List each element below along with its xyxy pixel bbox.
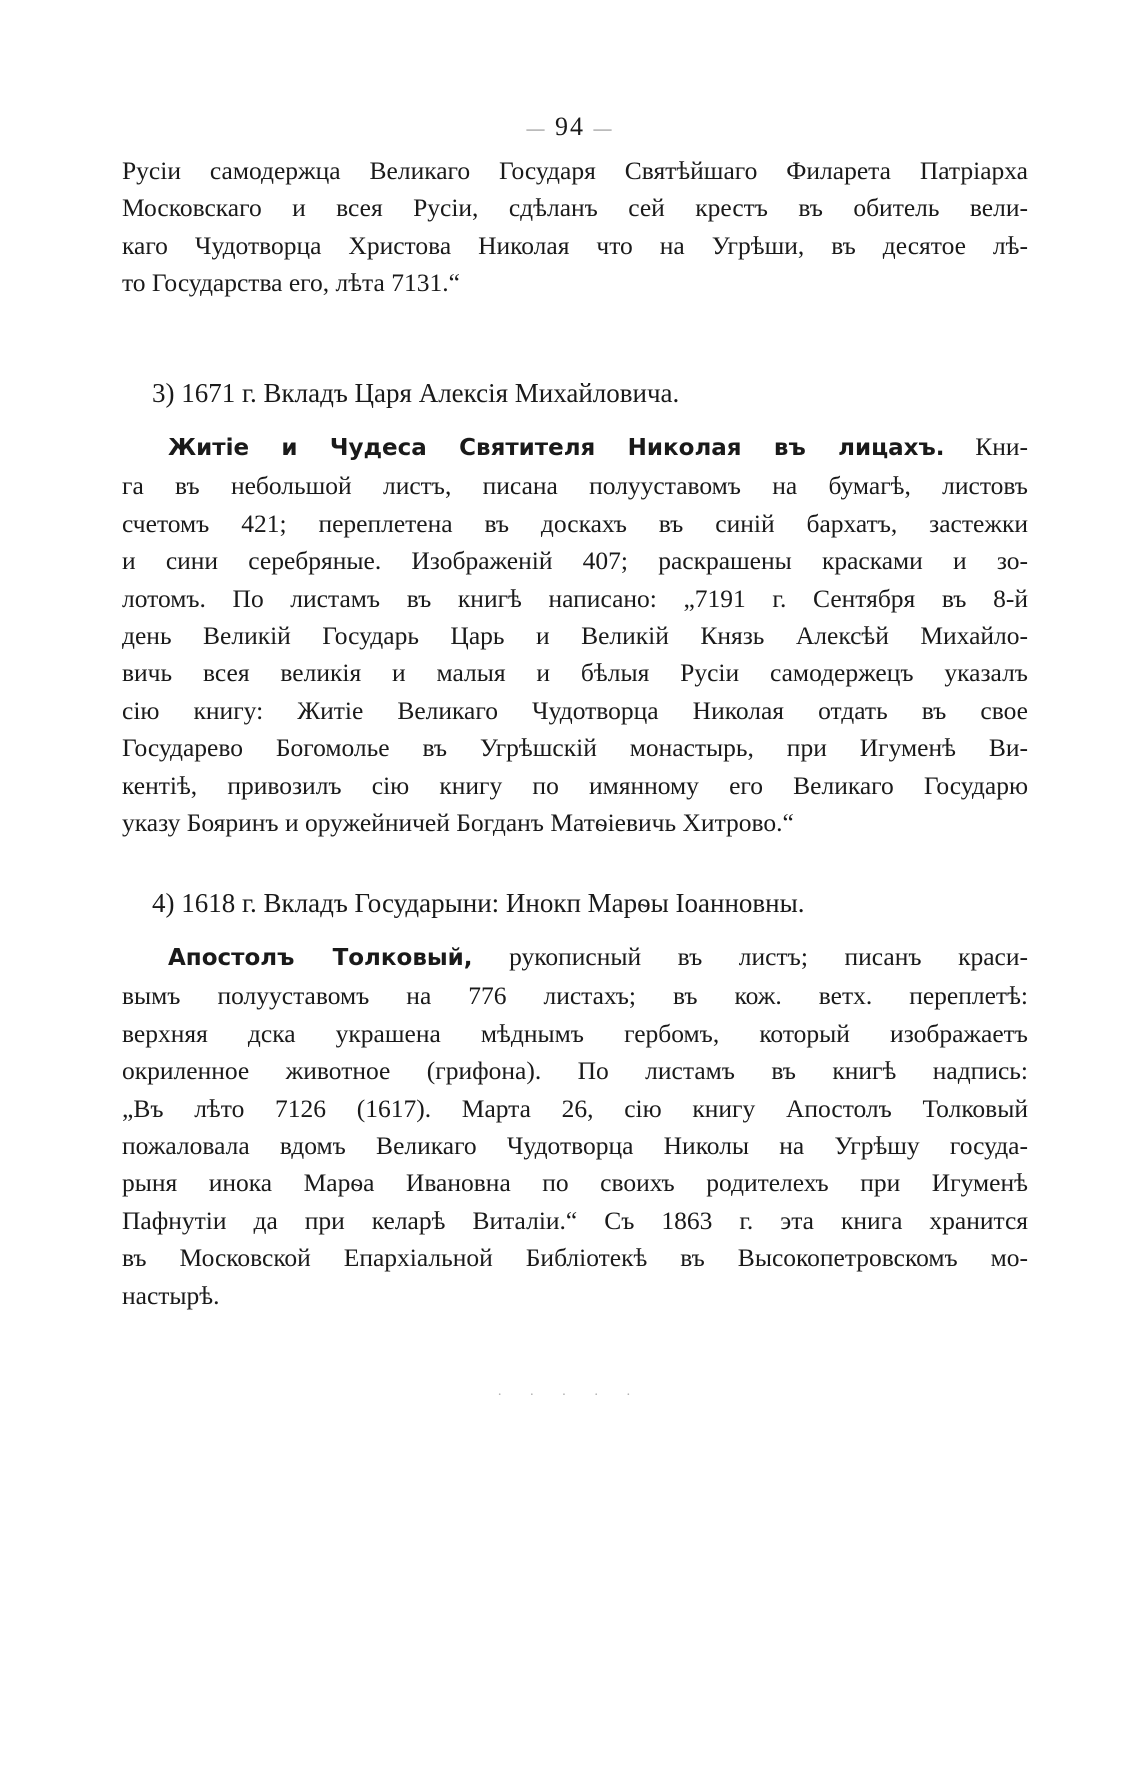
section-3-title: Житіе и Чудеса Святителя Николая въ лицахъ.	[168, 435, 945, 461]
section-3-heading: 3) 1671 г. Вкладъ Царя Алексія Михайловича.	[152, 378, 680, 408]
section-4-first-line	[122, 938, 1028, 977]
intro-line: то Государства его, лѣта 7131.“	[122, 268, 460, 298]
intro-line: Московскаго и всея Русіи, сдѣланъ сей крестъ въ обитель вели-	[122, 193, 1028, 223]
section-4-paragraph	[122, 938, 1028, 1314]
end-ornament: · · · · ·	[497, 1388, 643, 1403]
section-3-line: лотомъ. По листамъ въ книгѣ написано: „7191 г. Сентября въ 8-й	[122, 583, 1028, 613]
section-4-line: вымъ полууставомъ на 776 листахъ; въ кож. ветх. переплетѣ:	[122, 981, 1028, 1011]
section-4-line: рыня инока Марѳа Ивановна по своихъ родителехъ при Игуменѣ	[122, 1168, 1028, 1198]
intro-line: каго Чудотворца Христова Николая что на Угрѣши, въ десятое лѣ-	[122, 230, 1028, 260]
section-3-first-line-rest: Кни-	[975, 432, 1028, 461]
section-3-line: счетомъ 421; переплетена въ доскахъ въ синій бархатъ, застежки	[122, 508, 1028, 538]
page-number-value: 94	[555, 112, 585, 141]
section-4-line: окриленное животное (грифона). По листамъ въ книгѣ надпись:	[122, 1056, 1028, 1086]
page-number	[0, 112, 1140, 142]
section-4-line: „Въ лѣто 7126 (1617). Марта 26, сію книгу Апостолъ Толковый	[122, 1093, 1028, 1123]
section-3-line: Государево Богомолье въ Угрѣшскій монастырь, при Игуменѣ Ви-	[122, 733, 1028, 763]
section-4-line: въ Московской Епархіальной Библіотекѣ въ Высокопетровскомъ мо-	[122, 1243, 1028, 1273]
section-3-line: и сини серебряные. Изображеній 407; раскрашены красками и зо-	[122, 546, 1028, 576]
section-4-line: Пафнутіи да при келарѣ Виталіи.“ Съ 1863 г. эта книга хранится	[122, 1205, 1028, 1235]
section-4-first-line-rest: рукописный въ листъ; писанъ краси-	[509, 942, 1028, 971]
section-4-line: пожаловала вдомъ Великаго Чудотворца Николы на Угрѣшу госуда-	[122, 1131, 1028, 1161]
intro-line: Русіи самодержца Великаго Государя Святѣйшаго Филарета Патріарха	[122, 156, 1028, 185]
section-4-line: верхняя дска украшена мѣднымъ гербомъ, который изображаетъ	[122, 1018, 1028, 1048]
section-4-heading: 4) 1618 г. Вкладъ Государыни: Инокп Марѳы Іоанновны.	[152, 888, 805, 918]
section-3-line: кентіѣ, привозилъ сію книгу по имянному его Великаго Государю	[122, 770, 1028, 800]
section-3-paragraph	[122, 428, 1028, 841]
section-3-line: га въ небольшой листъ, писана полууставомъ на бумагѣ, листовъ	[122, 471, 1028, 501]
section-3-line: день Великій Государь Царь и Великій Князь Алексѣй Михайло-	[122, 621, 1028, 651]
section-3-line: указу Бояринъ и оружейничей Богданъ Матѳіевичь Хитрово.“	[122, 808, 794, 838]
intro-paragraph	[122, 152, 1028, 302]
page-number-dash-left: —	[526, 118, 547, 139]
section-3-first-line	[122, 428, 1028, 467]
section-3-line: вичь всея великія и малыя и бѣлыя Русіи самодержецъ указалъ	[122, 658, 1028, 688]
page-number-dash-right: —	[593, 118, 614, 139]
section-4-line: настырѣ.	[122, 1280, 220, 1310]
section-4-title: Апостолъ Толковый,	[168, 945, 473, 971]
section-3-line: сію книгу: Житіе Великаго Чудотворца Николая отдать въ свое	[122, 695, 1028, 725]
